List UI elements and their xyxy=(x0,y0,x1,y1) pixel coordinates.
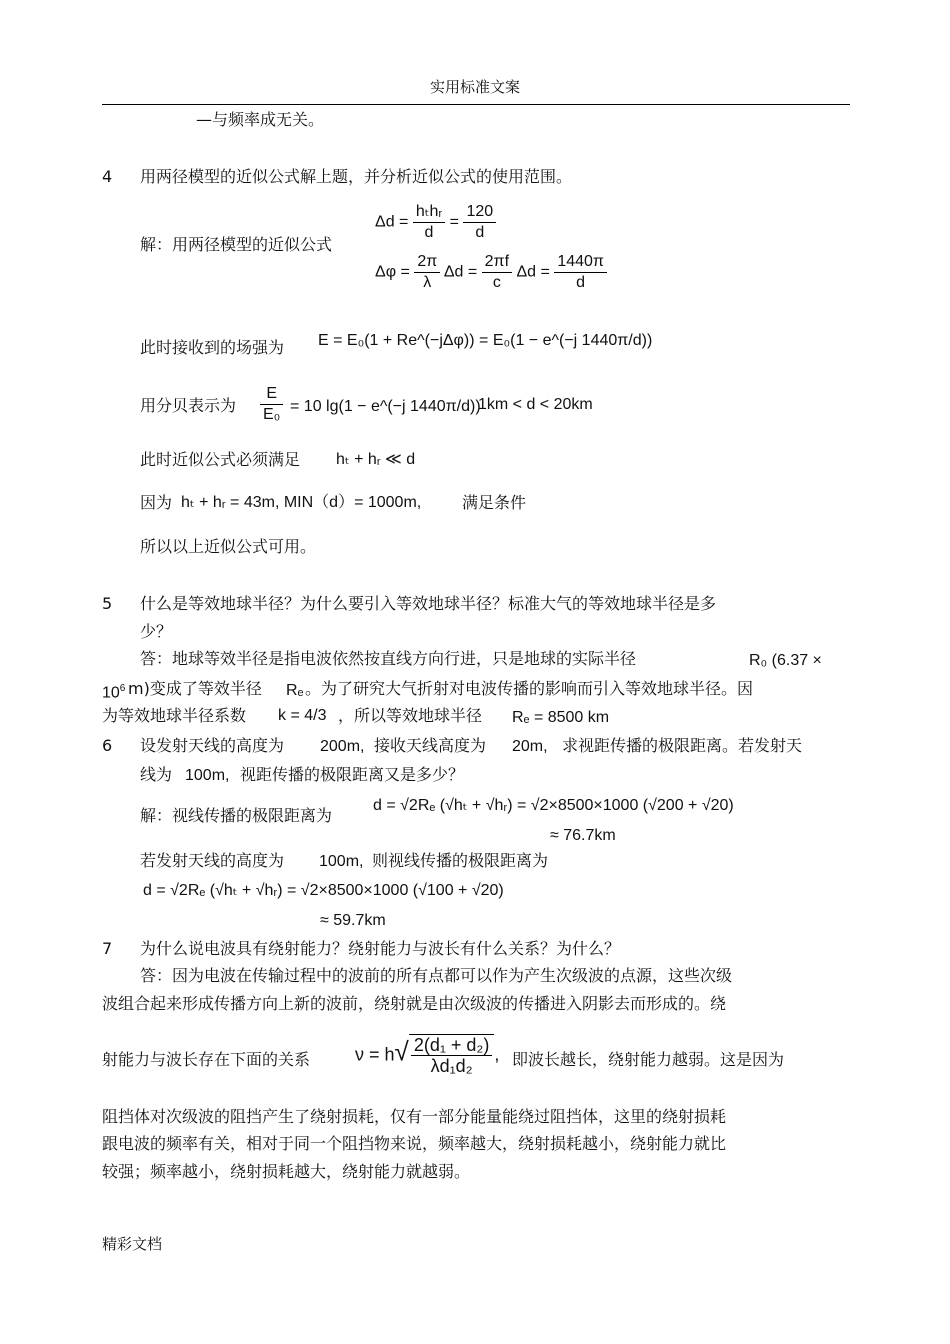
value: 100m, xyxy=(319,853,364,870)
formula-db: = 10 lg(1 − e^(−j 1440π/d)) xyxy=(290,398,481,415)
answer-text: 跟电波的频率有关，相对于同一个阻挡物来说，频率越大，绕射损耗越小，绕射能力就比 xyxy=(102,1134,727,1153)
answer-text: 较强；频率越小，绕射损耗越大，绕射能力就越弱。 xyxy=(102,1162,471,1181)
formula-result: ≈ 76.7km xyxy=(550,827,616,844)
formula-re-value: Rₑ = 8500 km xyxy=(512,709,610,726)
solution-text: 解：视线传播的极限距离为 xyxy=(140,806,333,825)
answer-text: 即波长越长，绕射能力越弱。这是因为 xyxy=(512,1050,785,1069)
answer-text: 波组合起来形成传播方向上新的波前，绕射就是由次级波的传播进入阴影去而形成的。绕 xyxy=(102,994,727,1013)
answer-text: 。为了研究大气折射对电波传播的影响而引入等效地球半径。因 xyxy=(305,679,754,698)
text-line: 满足条件 xyxy=(462,493,527,512)
question-text: 设发射天线的高度为 xyxy=(140,736,285,755)
text-line: 所以以上近似公式可用。 xyxy=(140,537,317,556)
formula-power: $10^6$ xyxy=(102,683,126,702)
answer-text: 阻挡体对次级波的阻挡产生了绕射损耗，仅有一部分能量能绕过阻挡体，这里的绕射损耗 xyxy=(102,1107,727,1126)
question-text: 求视距传播的极限距离。若发射天 xyxy=(562,736,803,755)
question-number: 5 xyxy=(102,594,113,613)
formula-range: 1km < d < 20km xyxy=(478,396,593,413)
answer-text: 答：地球等效半径是指电波依然按直线方向行进，只是地球的实际半径 xyxy=(140,649,637,668)
formula-because: hₜ + hᵣ = 43m, MIN（d）= 1000m, xyxy=(181,494,422,511)
answer-text: m)变成了等效半径 xyxy=(128,679,262,698)
text-line: 因为 xyxy=(140,493,173,512)
text-line: 此时近似公式必须满足 xyxy=(140,450,301,469)
question-text: 用两径模型的近似公式解上题，并分析近似公式的使用范围。 xyxy=(140,167,573,186)
formula-delta-d: Δd = $\frac{\text{hₜhᵣ}}{d}$ = $\frac{120}{d}$ xyxy=(375,202,496,243)
question-text: 少？ xyxy=(140,622,173,641)
question-text: 视距传播的极限距离又是多少？ xyxy=(240,765,465,784)
question-text: 线为 xyxy=(140,765,173,784)
question-number: 6 xyxy=(102,736,113,755)
answer-text: 射能力与波长存在下面的关系 xyxy=(102,1050,311,1069)
value: 100m, xyxy=(185,767,230,784)
answer-text: 答：因为电波在传输过程中的波前的所有点都可以作为产生次级波的点源，这些次级 xyxy=(140,966,733,985)
page-footer: 精彩文档 xyxy=(102,1235,163,1253)
question-number: 7 xyxy=(102,939,113,958)
formula-field: E = E₀(1 + Re^(−jΔφ)) = E₀(1 − e^(−j 1440π/d)) xyxy=(318,332,653,349)
question-number: 4 xyxy=(102,167,113,186)
text-line: 则视线传播的极限距离为 xyxy=(372,851,549,870)
question-text: 什么是等效地球半径？为什么要引入等效地球半径？标准大气的等效地球半径是多 xyxy=(140,594,717,613)
formula-db-lhs: $\frac{E}{\text{E₀}}$ xyxy=(260,384,283,425)
header-rule xyxy=(102,104,850,105)
text-line: 此时接收到的场强为 xyxy=(140,338,285,357)
text-line: —与频率成无关。 xyxy=(196,110,325,129)
answer-text: ，所以等效地球半径 xyxy=(338,706,483,725)
question-text: 为什么说电波具有绕射能力？绕射能力与波长有什么关系？为什么？ xyxy=(140,939,621,958)
solution-text: 解：用两径模型的近似公式 xyxy=(140,235,333,254)
formula-distance: d = √2Rₑ (√hₜ + √hᵣ) = √2×8500×1000 (√100 + √20) xyxy=(143,882,504,899)
question-text: 接收天线高度为 xyxy=(374,736,487,755)
formula-r0: R₀ (6.37 × xyxy=(749,652,822,669)
formula-result: ≈ 59.7km xyxy=(320,912,386,929)
page-header: 实用标准文案 xyxy=(429,78,520,96)
text-line: 用分贝表示为 xyxy=(140,396,237,415)
formula-distance: d = √2Rₑ (√hₜ + √hᵣ) = √2×8500×1000 (√200 + √20) xyxy=(373,797,734,814)
formula-condition: hₜ + hᵣ ≪ d xyxy=(336,451,416,468)
answer-text: 为等效地球半径系数 xyxy=(102,706,247,725)
formula-delta-phi: Δφ = $\frac{2\pi}{\lambda}$ Δd = $\frac{2\pi f}{c}$ Δd = $\frac{1440\pi}{d}$ xyxy=(375,252,607,293)
formula-diffraction: ν = h√ $\frac{\text{2(d₁ + d₂)}}{\text{λd₁d₂}}$ , xyxy=(355,1035,500,1076)
formula-k: k = 4/3 xyxy=(278,707,327,724)
formula-re: Rₑ xyxy=(286,682,304,699)
value: 200m, xyxy=(320,738,365,755)
text-line: 若发射天线的高度为 xyxy=(140,851,285,870)
value: 20m, xyxy=(512,738,548,755)
